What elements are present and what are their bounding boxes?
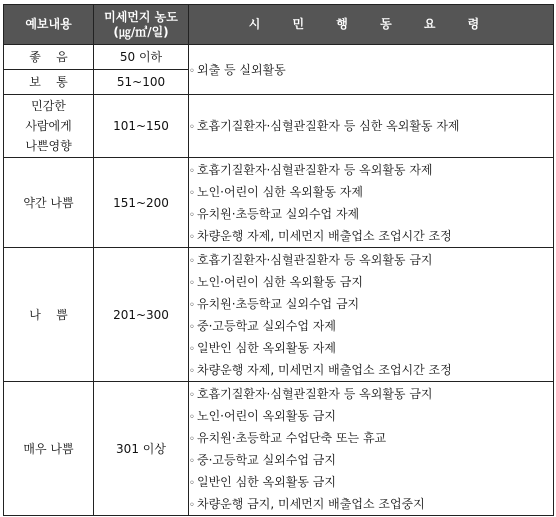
list-item <box>189 315 553 337</box>
action-text: 일반인 심한 옥외활동 자제 <box>197 340 336 355</box>
header-concentration-line1: 미세먼지 농도 <box>104 9 178 24</box>
list-item <box>189 159 553 181</box>
level-sensitive <box>4 95 94 158</box>
action-text: 유치원·초등학교 실외수업 자제 <box>197 206 360 221</box>
bullet-icon: ◦ <box>189 499 195 511</box>
action-text: 호흡기질환자·심혈관질환자 등 옥외활동 자제 <box>197 162 433 177</box>
list-item <box>189 449 553 471</box>
range-normal: 51~100 <box>94 70 189 95</box>
list-item <box>189 225 553 247</box>
level-sensitive-line2: 사람에게 <box>25 119 72 133</box>
bullet-icon: ◦ <box>189 209 195 221</box>
action-text: 유치원·초등학교 실외수업 금지 <box>197 296 360 311</box>
list-item <box>189 249 553 271</box>
table-row <box>4 45 554 70</box>
bullet-icon: ◦ <box>189 187 195 199</box>
range-sensitive: 101~150 <box>94 95 189 158</box>
action-text: 호흡기질환자·심혈관질환자 등 옥외활동 금지 <box>197 252 433 267</box>
list-item <box>189 271 553 293</box>
action-text: 호흡기질환자·심혈관질환자 등 심한 옥외활동 자제 <box>197 119 460 133</box>
action-cell-good-normal <box>189 45 554 95</box>
table-row <box>4 95 554 158</box>
bullet-icon: ◦ <box>189 365 195 377</box>
range-bad: 201~300 <box>94 248 189 382</box>
action-text: 호흡기질환자·심혈관질환자 등 옥외활동 금지 <box>197 386 433 401</box>
list-item <box>189 203 553 225</box>
list-item <box>189 405 553 427</box>
level-sensitive-line3: 나쁜영향 <box>25 139 72 153</box>
action-text: 중·고등학교 실외수업 자제 <box>197 318 336 333</box>
bullet-icon: ◦ <box>189 231 195 243</box>
header-forecast: 예보내용 <box>4 5 94 45</box>
table-row <box>4 248 554 382</box>
bullet-icon: ◦ <box>189 433 195 445</box>
header-concentration <box>94 5 189 45</box>
action-cell-sensitive <box>189 95 554 158</box>
list-item <box>189 359 553 381</box>
bullet-icon: ◦ <box>189 321 195 333</box>
action-text: 차량운행 금지, 미세먼지 배출업소 조업중지 <box>197 496 425 511</box>
list-item <box>189 427 553 449</box>
list-item <box>189 59 553 81</box>
list-item <box>189 337 553 359</box>
action-text: 노인·어린이 심한 옥외활동 자제 <box>197 184 363 199</box>
list-item <box>189 293 553 315</box>
level-sensitive-line1: 민감한 <box>31 99 66 113</box>
header-concentration-line2: (㎍/㎥/일) <box>113 24 169 39</box>
level-normal: 보 통 <box>4 70 94 95</box>
action-text: 차량운행 자제, 미세먼지 배출업소 조업시간 조정 <box>197 228 452 243</box>
bullet-icon: ◦ <box>189 165 195 177</box>
action-cell-bad <box>189 248 554 382</box>
action-text: 노인·어린이 옥외활동 금지 <box>197 408 336 423</box>
level-very-bad: 매우 나쁨 <box>4 382 94 516</box>
header-citizen-guide: 시 민 행 동 요 령 <box>189 5 554 45</box>
list-item <box>189 181 553 203</box>
action-text: 노인·어린이 심한 옥외활동 금지 <box>197 274 363 289</box>
range-slightly-bad: 151~200 <box>94 158 189 248</box>
level-bad: 나 쁨 <box>4 248 94 382</box>
header-row <box>4 5 554 45</box>
range-good: 50 이하 <box>94 45 189 70</box>
action-cell-very-bad <box>189 382 554 516</box>
table-row <box>4 382 554 516</box>
action-text: 일반인 심한 옥외활동 금지 <box>197 474 336 489</box>
range-very-bad: 301 이상 <box>94 382 189 516</box>
action-cell-slightly-bad <box>189 158 554 248</box>
table-row <box>4 158 554 248</box>
action-text: 중·고등학교 실외수업 금지 <box>197 452 336 467</box>
list-item <box>189 115 553 137</box>
list-item <box>189 493 553 515</box>
list-item <box>189 471 553 493</box>
air-quality-guide-table <box>3 4 554 516</box>
list-item <box>189 383 553 405</box>
action-text: 유치원·초등학교 수업단축 또는 휴교 <box>197 430 387 445</box>
bullet-icon: ◦ <box>189 299 195 311</box>
level-good: 좋 음 <box>4 45 94 70</box>
bullet-icon: ◦ <box>189 411 195 423</box>
bullet-icon: ◦ <box>189 277 195 289</box>
bullet-icon: ◦ <box>189 389 195 401</box>
bullet-icon: ◦ <box>189 255 195 267</box>
bullet-icon: ◦ <box>189 455 195 467</box>
level-slightly-bad: 약간 나쁨 <box>4 158 94 248</box>
bullet-icon: ◦ <box>189 65 195 77</box>
bullet-icon: ◦ <box>189 477 195 489</box>
action-text: 외출 등 실외활동 <box>197 62 286 77</box>
bullet-icon: ◦ <box>189 122 195 133</box>
action-text: 차량운행 자제, 미세먼지 배출업소 조업시간 조정 <box>197 362 452 377</box>
bullet-icon: ◦ <box>189 343 195 355</box>
